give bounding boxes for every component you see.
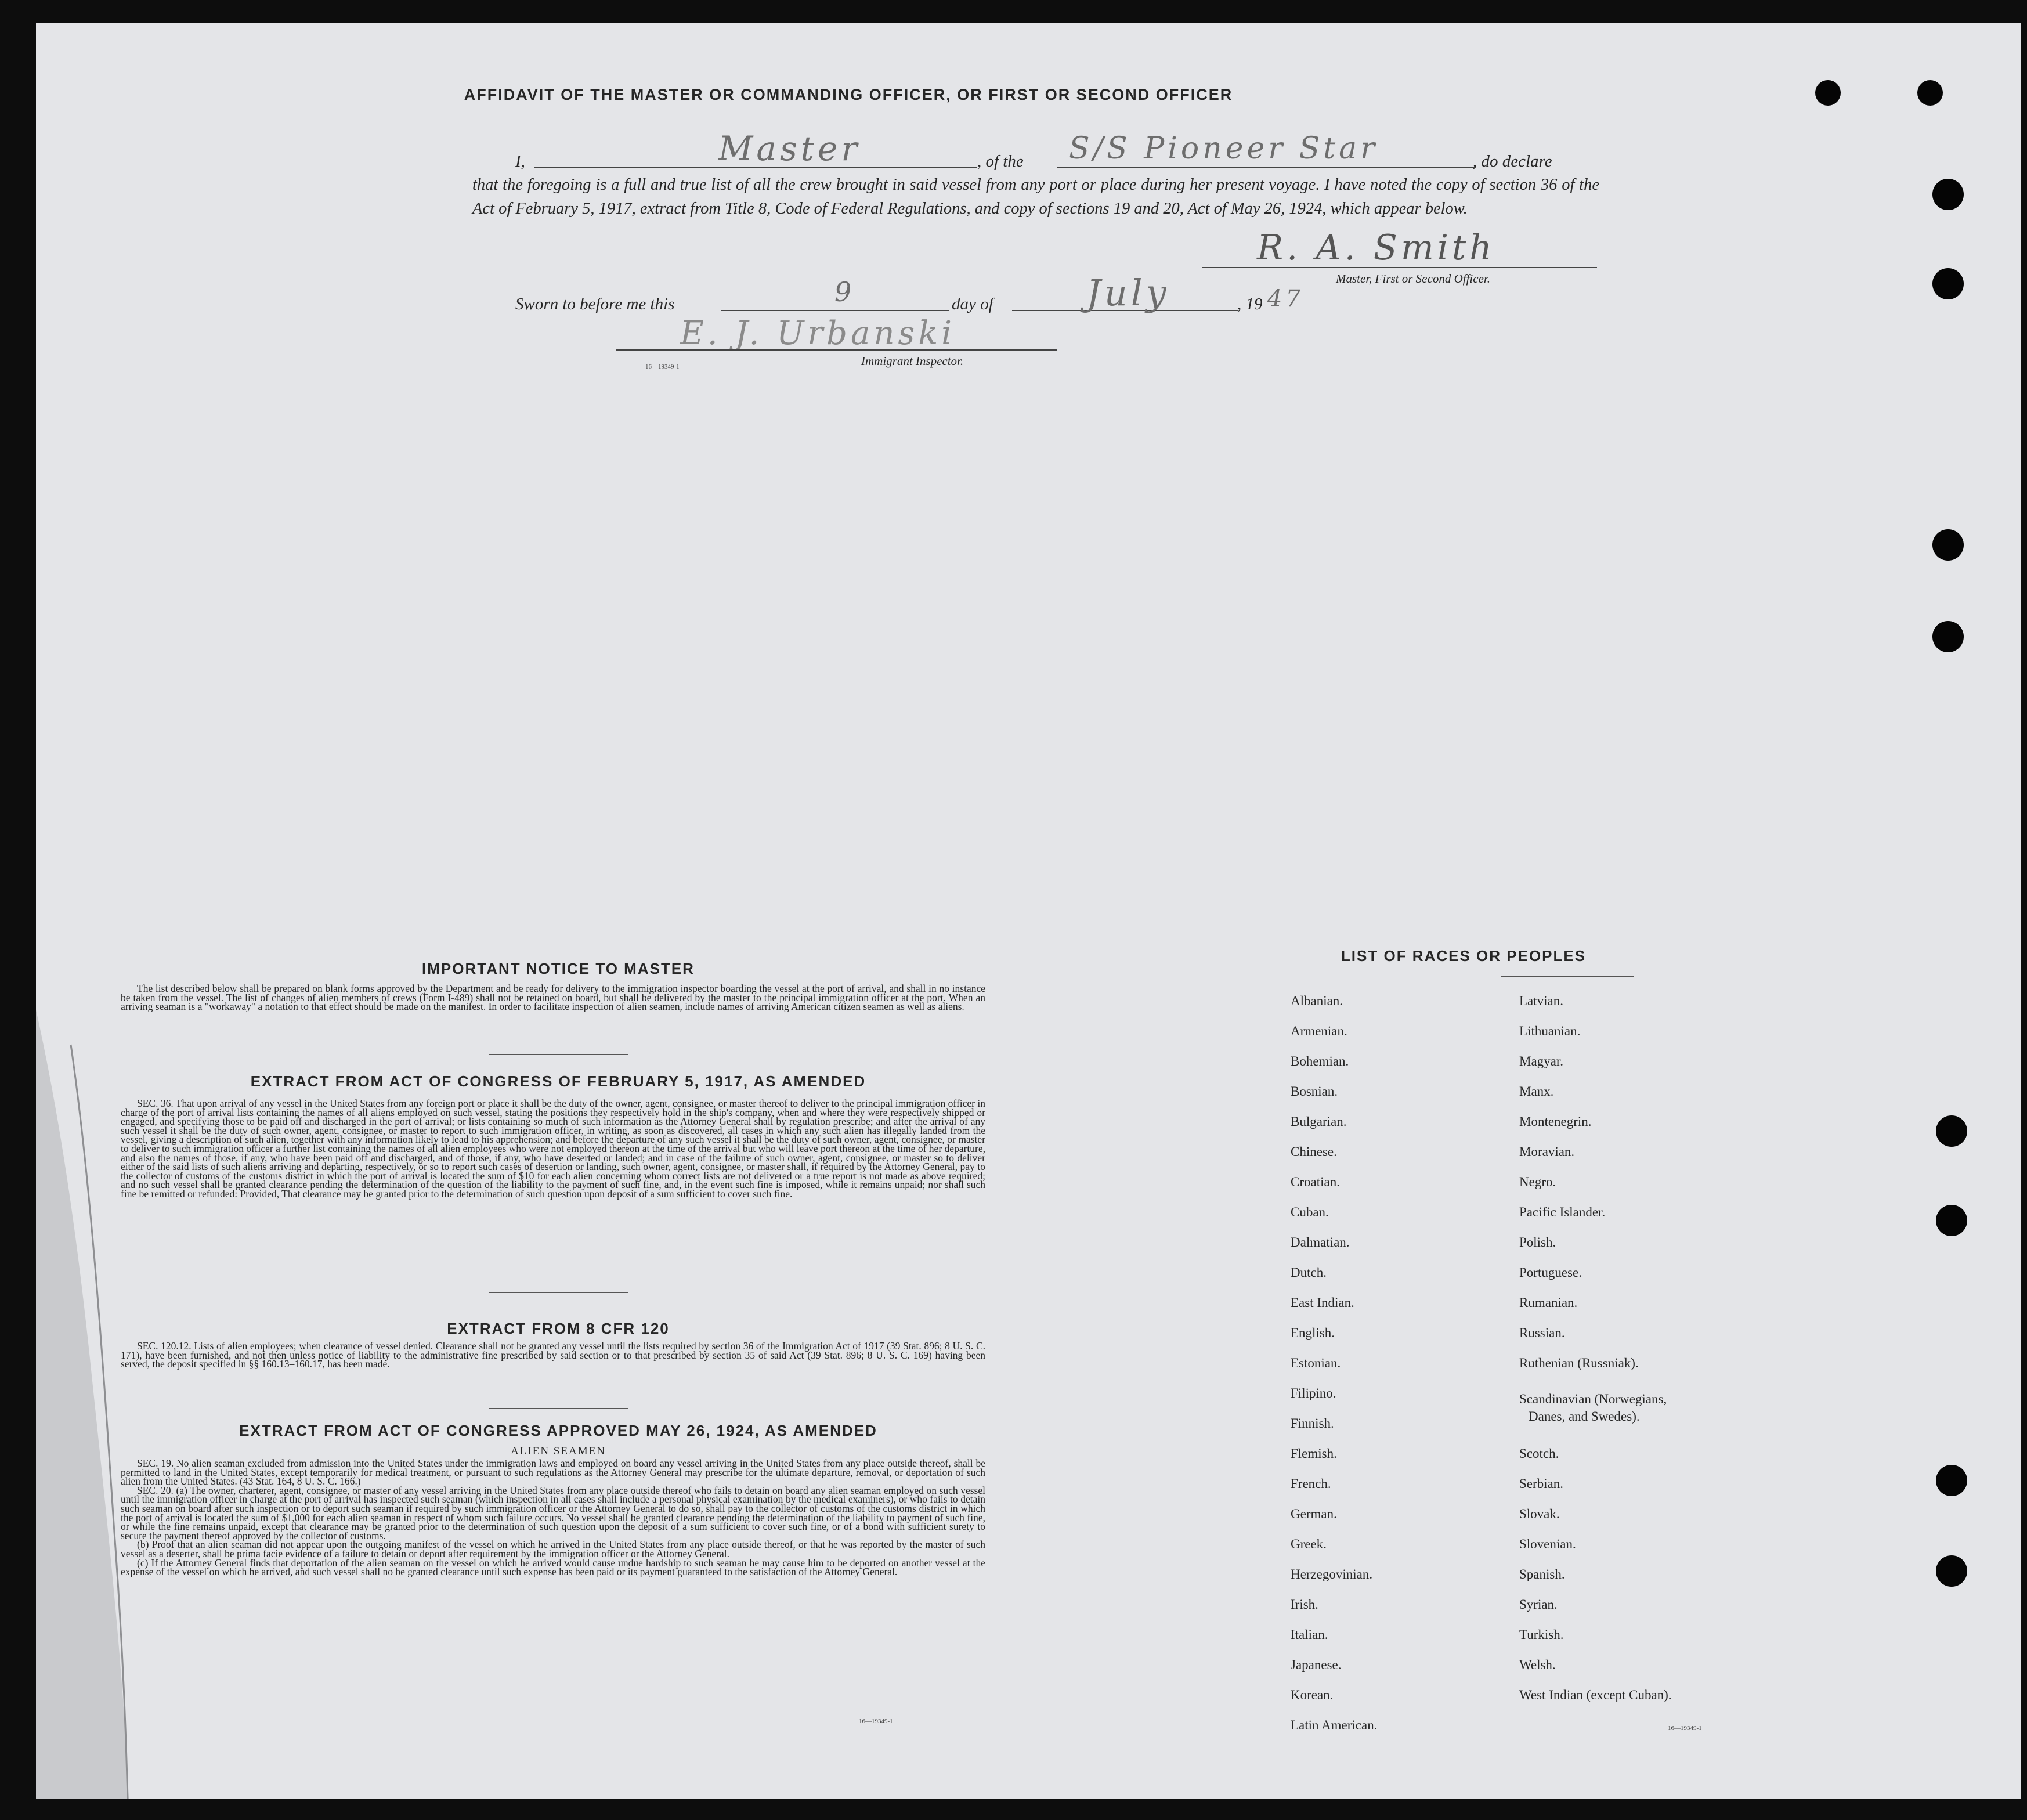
declare-label: , do declare: [1473, 152, 1552, 171]
race-item: Latin American.: [1291, 1718, 1378, 1732]
extract-cfr-title: EXTRACT FROM 8 CFR 120: [447, 1320, 670, 1337]
race-item: Korean.: [1291, 1688, 1334, 1702]
inspector-caption: Immigrant Inspector.: [861, 354, 964, 368]
race-item: Scotch.: [1519, 1446, 1559, 1461]
race-item: Syrian.: [1519, 1597, 1558, 1612]
inspector-line: [616, 349, 1057, 351]
race-item: East Indian.: [1291, 1295, 1354, 1310]
master-signature: R. A. Smith: [1257, 228, 1495, 268]
race-item: Serbian.: [1519, 1476, 1564, 1491]
of-the-label: , of the: [977, 152, 1024, 171]
punch-hole: [1936, 1465, 1967, 1496]
handwritten-year: 47: [1267, 286, 1304, 312]
punch-hole: [1815, 80, 1841, 106]
section-36-paragraph: SEC. 36. That upon arrival of any vessel in the United States from any foreign port or place it shall be the duty of the owner, agent, consignee, or master thereof to deliver to the principal immigration officer in charge of the port of arrival lists containing the names of all aliens employed on such vessel, stating the positions they respectively hold in the ship's company, when and where they were respectively shipped or engaged, and specifying those to be paid off and discharged in the port of arrival; or lists containing so much of such information as the Attorney General shall by regulation prescribe; and after the arrival of any such vessel it shall be the duty of such owner, agent, consignee, or master to report to such immigration officer, in writing, as soon as discovered, all cases in which any such alien has illegally landed from the vessel, giving a description of such alien, together with any information likely to lead to his apprehension; and before the departure of any such vessel it shall be the duty of such owner, agent, consignee, or master to deliver to such immigration officer a further list containing the names of all alien employees who were not employed thereon at the time of the arrival but who will leave port thereon at the time of her departure, and also the names of those, if any, who have been paid off and discharged, and of those, if any, who have deserted or landed; and in case of the failure of such owner, agent, consignee, or master so to deliver either of the said lists of such aliens arriving and departing, respectively, or so to report such cases of desertion or landing, such owner, agent, consignee, or master shall, if required by the Attorney General, pay to the collector of customs of the customs district in which the port of arrival is located the sum of $10 for each alien concerning whom correct lists are not delivered or a true report is not made as above required; and no such vessel shall be granted clearance pending the determination of the question of the liability to the payment of such fine, and, in the event such fine is imposed, while it remains unpaid; nor shall such fine be remitted or refunded: Provided, That clearance may be granted prior to the determination of such question upon deposit of a sum sufficient to cover such fine.: [121, 1097, 985, 1200]
sec-19-paragraph: SEC. 19. No alien seaman excluded from admission into the United States under the immigration laws and employed on board any vessel arriving in the United States from any place outside thereof, shall be permitted to land in the United States, except temporarily for medical treatment, or pursuant to such regulations as the Attorney General may prescribe for the ultimate departure, removal, or deportation of such alien from the United States. (43 Stat. 164, 8 U. S. C. 166.): [121, 1457, 985, 1487]
punch-hole: [1932, 179, 1964, 210]
section-divider: [489, 1054, 628, 1055]
punch-hole: [1936, 1115, 1967, 1147]
race-item: Russian.: [1519, 1326, 1565, 1340]
year-label: , 19: [1237, 295, 1263, 313]
race-item: French.: [1291, 1476, 1331, 1491]
race-item: Croatian.: [1291, 1175, 1340, 1189]
sworn-label: Sworn to before me this: [515, 295, 675, 313]
punch-hole: [1936, 1205, 1967, 1236]
notice-title: IMPORTANT NOTICE TO MASTER: [422, 960, 695, 977]
race-item: English.: [1291, 1326, 1335, 1340]
affidavit-i-label: I,: [515, 152, 525, 171]
race-item: Rumanian.: [1519, 1295, 1578, 1310]
race-item: Bosnian.: [1291, 1084, 1338, 1099]
handwritten-title: Master: [718, 129, 861, 168]
signature-line: [1202, 267, 1597, 268]
sec-20c-paragraph: (c) If the Attorney General finds that deportation of the alien seaman on the vessel on which he arrived would cause undue hardship to such seaman he may cause him to be deported on another vessel at the expense of the vessel on which he arrived, and such vessel shall no be granted clearance until such expense has been paid or its payment guaranteed to the satisfaction of the Attorney General.: [121, 1557, 985, 1578]
race-item: Cuban.: [1291, 1205, 1329, 1219]
form-number-right: 16—19349-1: [1668, 1725, 1702, 1732]
race-item: Pacific Islander.: [1519, 1205, 1606, 1219]
signature-caption: Master, First or Second Officer.: [1336, 272, 1490, 286]
race-item: Magyar.: [1519, 1054, 1564, 1068]
punch-hole: [1932, 621, 1964, 652]
race-item: Bulgarian.: [1291, 1114, 1347, 1129]
race-item: Chinese.: [1291, 1144, 1337, 1159]
race-item: Finnish.: [1291, 1416, 1334, 1431]
document-page: [36, 23, 2021, 1799]
race-item: Japanese.: [1291, 1658, 1342, 1672]
race-item: Slovenian.: [1519, 1537, 1576, 1551]
sec-20b-paragraph: (b) Proof that an alien seaman did not appear upon the outgoing manifest of the vessel on which he arrived in the United States from any place outside thereof, or that he was reported by the master of such vessel as a deserter, shall be prima facie evidence of a failure to detain or deport after requirement by the immigration officer or the Attorney General.: [121, 1539, 985, 1559]
extract-1917-text: [121, 1099, 985, 1199]
extract-1924-text: [121, 1459, 985, 1577]
race-item: German.: [1291, 1507, 1337, 1521]
race-item: Scandinavian (Norwegians,: [1519, 1392, 1667, 1406]
punch-hole: [1936, 1555, 1967, 1587]
race-item: Dutch.: [1291, 1265, 1327, 1280]
race-item: Slovak.: [1519, 1507, 1560, 1521]
extract-1924-title: EXTRACT FROM ACT OF CONGRESS APPROVED MAY 26, 1924, AS AMENDED: [239, 1422, 877, 1439]
race-item: Montenegrin.: [1519, 1114, 1592, 1129]
race-item: Portuguese.: [1519, 1265, 1582, 1280]
races-title-rule: [1501, 976, 1634, 977]
race-item: Estonian.: [1291, 1356, 1341, 1370]
vessel-fill-line: [1057, 167, 1475, 168]
extract-1917-title: EXTRACT FROM ACT OF CONGRESS OF FEBRUARY 5, 1917, AS AMENDED: [250, 1072, 866, 1090]
race-item: Negro.: [1519, 1175, 1556, 1189]
punch-hole: [1932, 529, 1964, 561]
notice-paragraph: The list described below shall be prepared on blank forms approved by the Department and be ready for delivery to the immigration inspector boarding the vessel at the port of arrival, and shall in no instance be taken from the vessel. The list of changes of alien members of crews (Form I-489) shall not be retained on board, but shall be delivered by the master to the principal immigration officer at the port. When an arriving seaman is a "workaway" a notation to that effect should be made on the manifest. In order to facilitate inspection of alien seamen, include names of arriving American citizen seamen as well as aliens.: [121, 983, 985, 1013]
day-of-label: day of: [952, 295, 993, 313]
race-item-continued: Danes, and Swedes).: [1529, 1409, 1640, 1424]
notice-text: [121, 984, 985, 1012]
race-item: Welsh.: [1519, 1658, 1556, 1672]
race-item: Filipino.: [1291, 1386, 1336, 1400]
punch-hole: [1932, 268, 1964, 299]
extract-cfr-text: [121, 1342, 985, 1369]
race-item: Moravian.: [1519, 1144, 1575, 1159]
handwritten-month: July: [1086, 272, 1170, 314]
race-item: Lithuanian.: [1519, 1024, 1581, 1038]
race-item: Turkish.: [1519, 1627, 1564, 1642]
sec-20a-paragraph: SEC. 20. (a) The owner, charterer, agent, consignee, or master of any vessel arriving in the United States from any place outside thereof who fails to detain on board any alien seaman employed on such vessel until the immigration officer in charge at the port of arrival has inspected such seaman (which inspection in all cases shall include a personal physical examination by the medical examiners), or who fails to detain such seaman on board after such inspection or to deport such seaman if required by such immigration officer or the Attorney General to do so, shall pay to the collector of customs of the customs district in which the port of arrival is located the sum of $1,000 for each alien seaman in respect of whom such failure occurs. No vessel shall be granted clearance pending the determination of the liability to payment of such fine, or while the fine remains unpaid, except that clearance may be granted prior to the determination of such question upon the deposit of a sum sufficient to cover such fine, or of a bond with sufficient surety to secure the payment thereof approved by the collector of customs.: [121, 1484, 985, 1541]
race-item: Bohemian.: [1291, 1054, 1349, 1068]
handwritten-day: 9: [834, 276, 855, 308]
race-item: Armenian.: [1291, 1024, 1347, 1038]
race-item: Dalmatian.: [1291, 1235, 1350, 1250]
race-item: Latvian.: [1519, 994, 1563, 1008]
section-divider: [489, 1408, 628, 1409]
races-title: LIST OF RACES OR PEOPLES: [1341, 947, 1587, 965]
race-item: Ruthenian (Russniak).: [1519, 1356, 1639, 1370]
race-item: Manx.: [1519, 1084, 1554, 1099]
race-item: West Indian (except Cuban).: [1519, 1688, 1672, 1702]
paper-fold-shadow: [36, 1010, 129, 1799]
race-item: Spanish.: [1519, 1567, 1565, 1581]
sec-120-12-paragraph: SEC. 120.12. Lists of alien employees; when clearance of vessel denied. Clearance shall not be granted any vessel until the lists required by section 36 of the Immigration Act of 1917 (39 Stat. 896; 8 U. S. C. 171), have been furnished, and not then unless notice of liability to the administrative fine prescribed by said section or to that prescribed by section 35 of said Act (39 Stat. 896; 8 U. S. C. 169) having been served, the deposit specified in §§ 160.13–160.17, has been made.: [121, 1340, 985, 1370]
race-item: Flemish.: [1291, 1446, 1337, 1461]
affidavit-title: AFFIDAVIT OF THE MASTER OR COMMANDING OFFICER, OR FIRST OR SECOND OFFICER: [464, 86, 1233, 103]
race-item: Irish.: [1291, 1597, 1318, 1612]
form-number-top: 16—19349-1: [645, 363, 680, 370]
race-item: Greek.: [1291, 1537, 1327, 1551]
alien-seamen-subtitle: ALIEN SEAMEN: [511, 1445, 606, 1457]
punch-hole: [1917, 80, 1943, 106]
race-item: Italian.: [1291, 1627, 1328, 1642]
race-item: Polish.: [1519, 1235, 1556, 1250]
day-fill-line: [721, 310, 949, 311]
form-number-left: 16—19349-1: [859, 1718, 893, 1725]
section-divider: [489, 1292, 628, 1293]
inspector-signature: E. J. Urbanski: [680, 315, 956, 352]
handwritten-vessel: S/S Pioneer Star: [1069, 131, 1379, 166]
race-item: Albanian.: [1291, 994, 1343, 1008]
race-item: Herzegovinian.: [1291, 1567, 1373, 1581]
affidavit-body: that the foregoing is a full and true list of all the crew brought in said vessel from any port or place during her present voyage. I have noted the copy of section 36 of the Act of February 5, 1917, extract from Title 8, Code of Federal Regulations, and copy of sections 19 and 20, Act of May 26, 1924, which appear below.: [472, 176, 1599, 218]
